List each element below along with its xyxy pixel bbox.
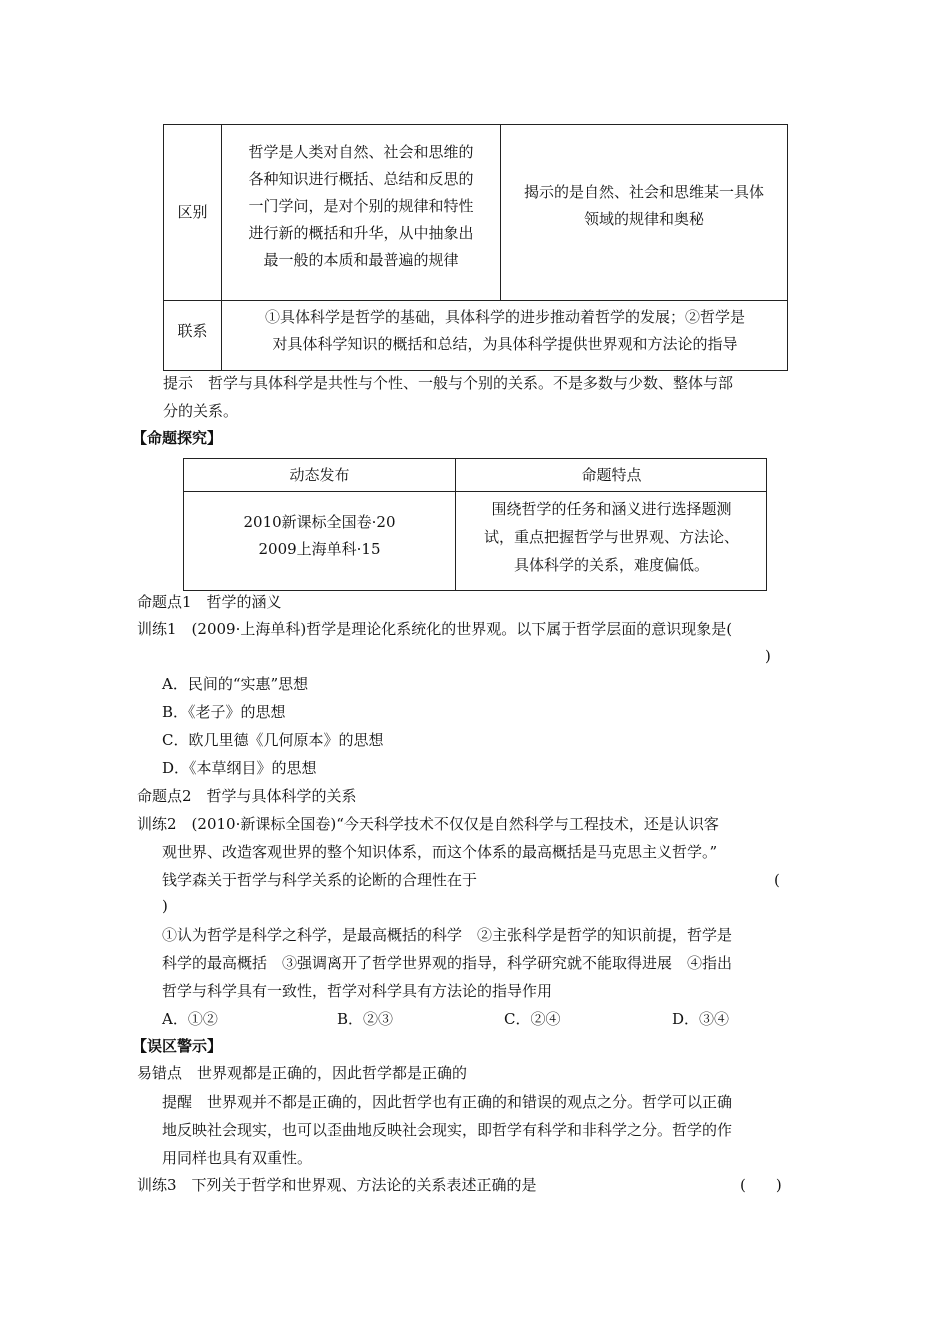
statement-line: 哲学与科学具有一致性，哲学对科学具有方法论的指导作用 <box>162 982 553 1000</box>
option-item: B．《老子》的思想 <box>162 703 286 721</box>
table-header: 命题特点 <box>581 466 642 484</box>
cell-line: 具体科学的关系，难度偏低。 <box>513 556 709 574</box>
question-stem: 训练2 (2010·新课标全国卷)“今天科学技术不仅仅是自然科学与工程技术，还是认识客 <box>137 815 719 833</box>
option-item: D．《本草纲目》的思想 <box>162 759 317 777</box>
proposition-table <box>183 458 767 591</box>
reminder-line: 用同样也具有双重性。 <box>162 1149 313 1167</box>
table-header: 动态发布 <box>289 466 350 484</box>
answer-paren: ) <box>765 647 771 665</box>
proposition-point: 命题点1 哲学的涵义 <box>137 593 282 611</box>
row-label-connection: 联系 <box>177 322 208 340</box>
cell-line: 进行新的概括和升华，从中抽象出 <box>248 224 474 242</box>
philosophy-difference-cell <box>222 139 500 274</box>
cell-line: 领域的规律和奥秘 <box>583 210 704 228</box>
section-heading: 【命题探究】 <box>132 429 223 447</box>
question-stem: 钱学森关于哲学与科学关系的论断的合理性在于 <box>162 871 478 889</box>
question-stem: 观世界、改造客观世界的整个知识体系，而这个体系的最高概括是马克思主义哲学。” <box>162 843 718 861</box>
cell-line: 试，重点把握哲学与世界观、方法论、 <box>483 528 739 546</box>
option-item: D．③④ <box>672 1010 730 1028</box>
table-divider <box>164 300 787 301</box>
cell-line: 各种知识进行概括、总结和反思的 <box>248 170 474 188</box>
option-item: C．欧几里德《几何原本》的思想 <box>162 731 384 749</box>
option-item: A．民间的“实惠”思想 <box>162 675 309 693</box>
cell-line: 哲学是人类对自然、社会和思维的 <box>248 143 474 161</box>
error-point: 易错点 世界观都是正确的，因此哲学都是正确的 <box>137 1064 468 1082</box>
science-difference-cell <box>501 179 787 233</box>
statement-line: ①认为哲学是科学之科学，是最高概括的科学 ②主张科学是哲学的知识前提，哲学是 <box>162 926 733 944</box>
cell-line: 2010新课标全国卷·20 <box>243 513 396 531</box>
proposition-feature-cell <box>456 495 767 579</box>
proposition-point: 命题点2 哲学与具体科学的关系 <box>137 787 357 805</box>
cell-line: 最一般的本质和最普遍的规律 <box>263 251 459 269</box>
option-item: A．①② <box>162 1010 218 1028</box>
cell-line: ①具体科学是哲学的基础，具体科学的进步推动着哲学的发展；②哲学是 <box>264 308 745 326</box>
cell-line: 2009上海单科·15 <box>258 540 381 558</box>
table-divider <box>184 491 766 492</box>
reminder-line: 地反映社会现实，也可以歪曲地反映社会现实，即哲学有科学和非科学之分。哲学的作 <box>162 1121 733 1139</box>
answer-paren: ) <box>162 897 168 915</box>
option-item: C．②④ <box>504 1010 561 1028</box>
cell-line: 对具体科学知识的概括和总结，为具体科学提供世界观和方法论的指导 <box>272 335 738 353</box>
hint-line: 分的关系。 <box>163 402 239 420</box>
exam-source-cell <box>184 509 455 563</box>
question-stem: 训练3 下列关于哲学和世界观、方法论的关系表述正确的是 <box>137 1176 537 1194</box>
question-stem: 训练1 (2009·上海单科)哲学是理论化系统化的世界观。以下属于哲学层面的意识现象是( <box>137 620 733 638</box>
section-heading: 【误区警示】 <box>132 1037 223 1055</box>
connection-cell <box>222 304 788 358</box>
cell-line: 一门学问，是对个别的规律和特性 <box>248 197 474 215</box>
answer-paren: ( <box>774 871 780 889</box>
option-item: B．②③ <box>337 1010 394 1028</box>
hint-line: 提示 哲学与具体科学是共性与个性、一般与个别的关系。不是多数与少数、整体与部 <box>163 374 734 392</box>
reminder-line: 提醒 世界观并不都是正确的，因此哲学也有正确的和错误的观点之分。哲学可以正确 <box>162 1093 733 1111</box>
answer-paren: ( ) <box>740 1176 782 1194</box>
statement-line: 科学的最高概括 ③强调离开了哲学世界观的指导，科学研究就不能取得进展 ④指出 <box>162 954 733 972</box>
comparison-table <box>163 124 788 371</box>
row-label-difference: 区别 <box>177 203 208 221</box>
cell-line: 揭示的是自然、社会和思维某一具体 <box>523 183 764 201</box>
cell-line: 围绕哲学的任务和涵义进行选择题测 <box>491 500 732 518</box>
